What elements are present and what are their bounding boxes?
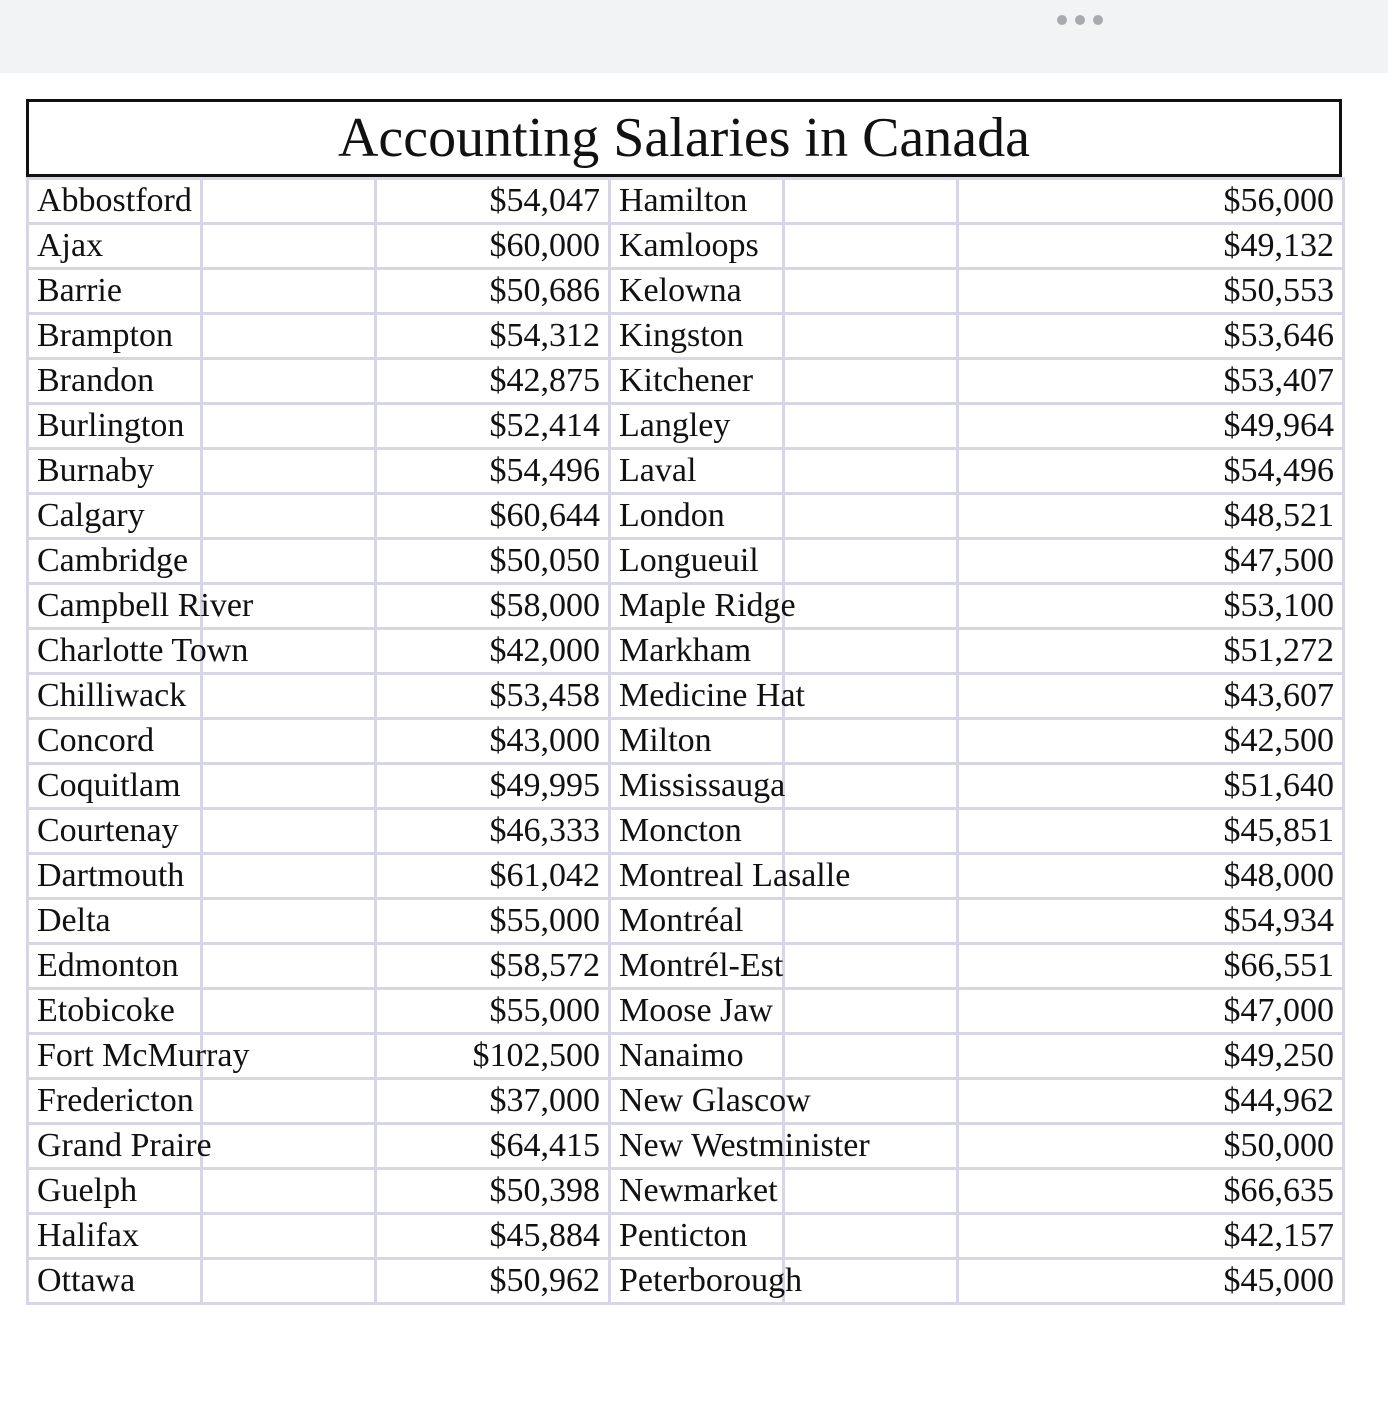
salary-cell[interactable]: $54,496 [958, 449, 1344, 494]
table-row [28, 404, 1344, 449]
salary-cell[interactable]: $58,572 [376, 944, 610, 989]
empty-cell[interactable] [784, 629, 958, 674]
salary-cell[interactable]: $50,000 [958, 1124, 1344, 1169]
table-row [28, 494, 1344, 539]
city-cell[interactable]: Barrie [28, 269, 202, 314]
salary-cell[interactable]: $43,000 [376, 719, 610, 764]
city-cell[interactable]: Kamloops [610, 224, 784, 269]
empty-cell[interactable] [202, 449, 376, 494]
salary-cell[interactable]: $49,132 [958, 224, 1344, 269]
city-cell[interactable]: Burnaby [28, 449, 202, 494]
empty-cell[interactable] [784, 944, 958, 989]
city-cell[interactable]: Calgary [28, 494, 202, 539]
top-toolbar [0, 0, 1388, 73]
empty-cell[interactable] [784, 809, 958, 854]
city-cell[interactable]: Etobicoke [28, 989, 202, 1034]
table-row [28, 359, 1344, 404]
sheet-title: Accounting Salaries in Canada [26, 99, 1342, 177]
salary-cell[interactable]: $55,000 [376, 989, 610, 1034]
table-row [28, 674, 1344, 719]
city-cell[interactable]: Fredericton [28, 1079, 202, 1124]
empty-cell[interactable] [784, 449, 958, 494]
city-cell[interactable]: Campbell River [28, 584, 202, 629]
more-dot [1057, 15, 1067, 25]
empty-cell[interactable] [784, 179, 958, 224]
salary-cell[interactable]: $60,000 [376, 224, 610, 269]
city-cell[interactable]: Grand Praire [28, 1124, 202, 1169]
table-row [28, 809, 1344, 854]
city-cell[interactable]: Concord [28, 719, 202, 764]
salary-cell[interactable]: $54,496 [376, 449, 610, 494]
city-cell[interactable]: Kelowna [610, 269, 784, 314]
table-row [28, 899, 1344, 944]
city-cell[interactable]: Penticton [610, 1214, 784, 1259]
table-row [28, 584, 1344, 629]
salary-cell[interactable]: $51,272 [958, 629, 1344, 674]
city-cell[interactable]: London [610, 494, 784, 539]
salary-cell[interactable]: $42,875 [376, 359, 610, 404]
salary-cell[interactable]: $45,884 [376, 1214, 610, 1259]
table-row [28, 854, 1344, 899]
empty-cell[interactable] [784, 314, 958, 359]
empty-cell[interactable] [202, 179, 376, 224]
empty-cell[interactable] [784, 764, 958, 809]
salary-cell[interactable]: $55,000 [376, 899, 610, 944]
salary-cell[interactable]: $54,934 [958, 899, 1344, 944]
more-horizontal-icon[interactable] [1057, 13, 1103, 27]
salary-cell[interactable]: $54,312 [376, 314, 610, 359]
empty-cell[interactable] [202, 224, 376, 269]
city-cell[interactable]: Hamilton [610, 179, 784, 224]
empty-cell[interactable] [202, 809, 376, 854]
table-row [28, 1079, 1344, 1124]
city-cell[interactable]: Courtenay [28, 809, 202, 854]
city-cell[interactable]: New Glascow [610, 1079, 784, 1124]
city-cell[interactable]: Cambridge [28, 539, 202, 584]
salary-cell[interactable]: $49,964 [958, 404, 1344, 449]
table-row [28, 719, 1344, 764]
salary-cell[interactable]: $43,607 [958, 674, 1344, 719]
city-cell[interactable]: New Westminister [610, 1124, 784, 1169]
city-cell[interactable]: Maple Ridge [610, 584, 784, 629]
city-cell[interactable]: Guelph [28, 1169, 202, 1214]
table-row [28, 1124, 1344, 1169]
table-row [28, 629, 1344, 674]
empty-cell[interactable] [784, 584, 958, 629]
salary-cell[interactable]: $66,551 [958, 944, 1344, 989]
city-cell[interactable]: Montreal Lasalle [610, 854, 784, 899]
salary-cell[interactable]: $53,458 [376, 674, 610, 719]
table-row [28, 179, 1344, 224]
salary-cell[interactable]: $53,646 [958, 314, 1344, 359]
salary-cell[interactable]: $51,640 [958, 764, 1344, 809]
salary-cell[interactable]: $47,500 [958, 539, 1344, 584]
city-cell[interactable]: Moose Jaw [610, 989, 784, 1034]
table-row [28, 314, 1344, 359]
salary-cell[interactable]: $47,000 [958, 989, 1344, 1034]
city-cell[interactable]: Laval [610, 449, 784, 494]
empty-cell[interactable] [784, 1169, 958, 1214]
salary-cell[interactable]: $50,398 [376, 1169, 610, 1214]
empty-cell[interactable] [202, 539, 376, 584]
table-row [28, 944, 1344, 989]
city-cell[interactable]: Kingston [610, 314, 784, 359]
empty-cell[interactable] [202, 1259, 376, 1304]
city-cell[interactable]: Moncton [610, 809, 784, 854]
salary-sheet [26, 99, 1342, 1305]
city-cell[interactable]: Medicine Hat [610, 674, 784, 719]
table-row [28, 269, 1344, 314]
empty-cell[interactable] [784, 899, 958, 944]
empty-cell[interactable] [784, 1259, 958, 1304]
salary-cell[interactable]: $45,851 [958, 809, 1344, 854]
table-row [28, 539, 1344, 584]
empty-cell[interactable] [202, 854, 376, 899]
empty-cell[interactable] [784, 494, 958, 539]
city-cell[interactable]: Ottawa [28, 1259, 202, 1304]
empty-cell[interactable] [202, 899, 376, 944]
salary-table [26, 177, 1345, 1305]
empty-cell[interactable] [202, 1079, 376, 1124]
empty-cell[interactable] [202, 404, 376, 449]
city-cell[interactable]: Charlotte Town [28, 629, 202, 674]
city-cell[interactable]: Milton [610, 719, 784, 764]
salary-cell[interactable]: $50,553 [958, 269, 1344, 314]
table-row [28, 764, 1344, 809]
city-cell[interactable]: Peterborough [610, 1259, 784, 1304]
empty-cell[interactable] [784, 269, 958, 314]
salary-cell[interactable]: $53,100 [958, 584, 1344, 629]
salary-cell[interactable]: $49,250 [958, 1034, 1344, 1079]
table-row [28, 1214, 1344, 1259]
city-cell[interactable]: Nanaimo [610, 1034, 784, 1079]
empty-cell[interactable] [202, 1124, 376, 1169]
salary-cell[interactable]: $64,415 [376, 1124, 610, 1169]
city-cell[interactable]: Coquitlam [28, 764, 202, 809]
salary-cell[interactable]: $46,333 [376, 809, 610, 854]
salary-cell[interactable]: $61,042 [376, 854, 610, 899]
empty-cell[interactable] [202, 764, 376, 809]
empty-cell[interactable] [202, 1169, 376, 1214]
city-cell[interactable]: Brandon [28, 359, 202, 404]
city-cell[interactable]: Halifax [28, 1214, 202, 1259]
empty-cell[interactable] [784, 404, 958, 449]
empty-cell[interactable] [784, 224, 958, 269]
empty-cell[interactable] [202, 1214, 376, 1259]
city-cell[interactable]: Abbostford [28, 179, 202, 224]
empty-cell[interactable] [202, 314, 376, 359]
salary-cell[interactable]: $42,000 [376, 629, 610, 674]
empty-cell[interactable] [202, 359, 376, 404]
more-dot [1093, 15, 1103, 25]
table-row [28, 224, 1344, 269]
table-row [28, 449, 1344, 494]
empty-cell[interactable] [202, 494, 376, 539]
empty-cell[interactable] [784, 989, 958, 1034]
empty-cell[interactable] [784, 359, 958, 404]
city-cell[interactable]: Fort McMurray [28, 1034, 202, 1079]
empty-cell[interactable] [784, 719, 958, 764]
table-row [28, 989, 1344, 1034]
empty-cell[interactable] [202, 269, 376, 314]
city-cell[interactable]: Mississauga [610, 764, 784, 809]
salary-cell[interactable]: $42,157 [958, 1214, 1344, 1259]
city-cell[interactable]: Montrél-Est [610, 944, 784, 989]
city-cell[interactable]: Brampton [28, 314, 202, 359]
table-row [28, 1034, 1344, 1079]
city-cell[interactable]: Markham [610, 629, 784, 674]
city-cell[interactable]: Delta [28, 899, 202, 944]
empty-cell[interactable] [784, 539, 958, 584]
empty-cell[interactable] [784, 1214, 958, 1259]
empty-cell[interactable] [202, 944, 376, 989]
salary-cell[interactable]: $48,000 [958, 854, 1344, 899]
salary-cell[interactable]: $52,414 [376, 404, 610, 449]
salary-cell[interactable]: $45,000 [958, 1259, 1344, 1304]
city-cell[interactable]: Langley [610, 404, 784, 449]
salary-cell[interactable]: $49,995 [376, 764, 610, 809]
table-row [28, 1169, 1344, 1214]
empty-cell[interactable] [202, 989, 376, 1034]
more-dot [1075, 15, 1085, 25]
salary-cell[interactable]: $53,407 [958, 359, 1344, 404]
city-cell[interactable]: Kitchener [610, 359, 784, 404]
salary-cell[interactable]: $50,050 [376, 539, 610, 584]
salary-cell[interactable]: $58,000 [376, 584, 610, 629]
salary-cell[interactable]: $50,962 [376, 1259, 610, 1304]
salary-cell[interactable]: $48,521 [958, 494, 1344, 539]
city-cell[interactable]: Ajax [28, 224, 202, 269]
city-cell[interactable]: Longueuil [610, 539, 784, 584]
city-cell[interactable]: Edmonton [28, 944, 202, 989]
salary-cell[interactable]: $66,635 [958, 1169, 1344, 1214]
empty-cell[interactable] [784, 1034, 958, 1079]
salary-cell[interactable]: $50,686 [376, 269, 610, 314]
salary-cell[interactable]: $44,962 [958, 1079, 1344, 1124]
salary-cell[interactable]: $56,000 [958, 179, 1344, 224]
empty-cell[interactable] [202, 674, 376, 719]
salary-cell[interactable]: $42,500 [958, 719, 1344, 764]
salary-cell[interactable]: $54,047 [376, 179, 610, 224]
empty-cell[interactable] [202, 719, 376, 764]
empty-cell[interactable] [784, 674, 958, 719]
city-cell[interactable]: Newmarket [610, 1169, 784, 1214]
salary-cell[interactable]: $102,500 [376, 1034, 610, 1079]
city-cell[interactable]: Dartmouth [28, 854, 202, 899]
salary-cell[interactable]: $60,644 [376, 494, 610, 539]
table-row [28, 1259, 1344, 1304]
city-cell[interactable]: Chilliwack [28, 674, 202, 719]
city-cell[interactable]: Burlington [28, 404, 202, 449]
salary-cell[interactable]: $37,000 [376, 1079, 610, 1124]
city-cell[interactable]: Montréal [610, 899, 784, 944]
